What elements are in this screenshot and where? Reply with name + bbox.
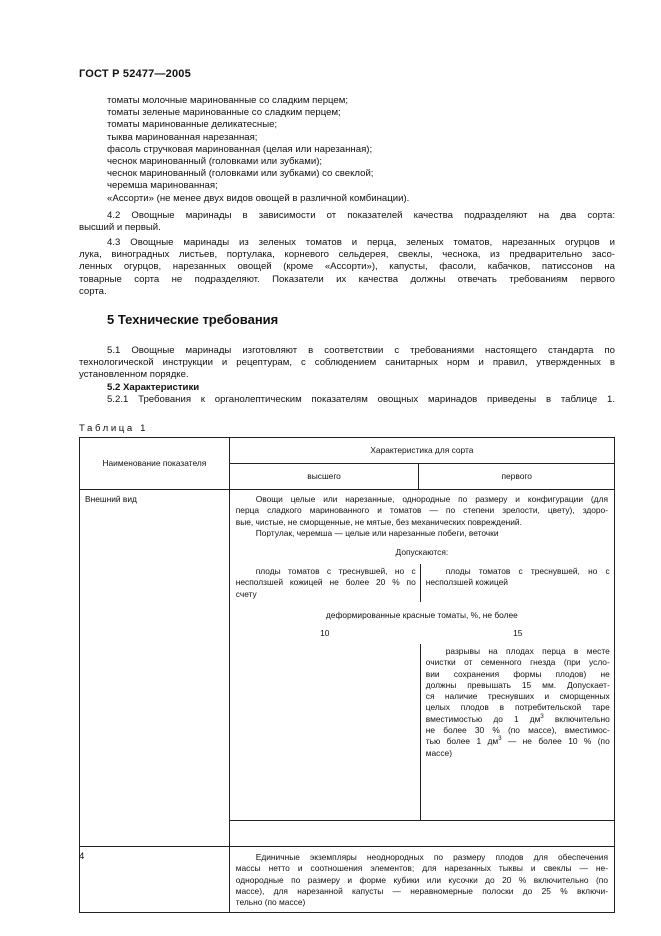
list-item: томаты молочные маринованные со сладким перцем; <box>107 95 349 106</box>
deformed-value-highest: 10 <box>320 628 330 638</box>
list-item: тыква маринованная нарезанная; <box>107 131 258 143</box>
deformed-tomatoes-label: деформированные красные томаты, %, не более <box>325 610 518 620</box>
subsection-5-2 <box>79 382 615 406</box>
paragraph-line: технологической инструкции и рецептурам, с соблюдением санитарных норм и правил, утвержденных в <box>79 357 615 369</box>
subsection-title: 5.2 Характеристики <box>107 382 200 393</box>
page-number: 4 <box>79 851 85 862</box>
paragraph-4-2 <box>79 210 615 234</box>
paragraph-line: лука, виноградных листьев, портулака, корневого сельдерея, свеклы, чеснока, из предварительно засо- <box>79 249 615 261</box>
list-item: чеснок маринованный (головками или зубками) со свеклой; <box>107 168 374 180</box>
appearance-general: Овощи целые или нарезанные, однородные по размеру и конфигурации (для перца сладкого маринованного и томатов — по степени зрелости, цвету), здоро- вые, чистые, не сморщенные, не мятые, без механических повреждений. Портулак, черемша — целые или нарезанные побеги, веточки <box>235 494 608 538</box>
paragraph-line: 4.3 Овощные маринады из зеленых томатов и перца, зеленых томатов, нарезанных огурцов и <box>107 237 615 248</box>
paragraph-line: 4.2 Овощные маринады в зависимости от показателей качества подразделяют на два сорта: <box>107 210 615 221</box>
empty-cell <box>80 847 230 913</box>
list-item: томаты зеленые маринованные со сладким перцем; <box>107 107 341 119</box>
paragraph-4-3 <box>79 237 615 298</box>
list-item: черемша маринованная; <box>107 180 218 192</box>
cracked-tomatoes-first: плоды томатов с треснувшей, но с несползшей кожицей <box>425 566 610 588</box>
paragraph-line: сорта. <box>79 285 107 297</box>
paragraph-line: высший и первый. <box>79 222 161 234</box>
list-item: «Ассорти» (не менее двух видов овощей в различной комбинации). <box>107 192 410 204</box>
paragraph-line: 5.1 Овощные маринады изготовляют в соответствии с требованиями настоящего стандарта по <box>107 345 615 356</box>
organoleptic-table <box>79 437 615 913</box>
column-divider <box>420 644 421 820</box>
list-item: томаты маринованные деликатесные; <box>107 119 278 131</box>
column-divider <box>420 564 421 602</box>
deformed-value-first: 15 <box>513 628 523 638</box>
col-header-grade: Характеристика для сорта <box>229 438 614 464</box>
allowed-label: Допускаются: <box>395 547 449 557</box>
variety-list <box>79 95 615 205</box>
pepper-tears-first: разрывы на плодах перца в месте очистки от семенного гнезда (при усло- вии сохранения формы плодов) не должны превышать 15 мм. Допускает- ся наличие треснувших и сморщенных целых плодов в потребительской таре вместимостью до 1 $дм^3$ включительно не более 30 % (по массе), вместимос- тью более 1 $дм^3$ — не более 10 % (по массе) <box>425 646 610 758</box>
col-header-first: первого <box>419 464 615 490</box>
table-caption: Таблица 1 <box>79 423 149 434</box>
list-item: чеснок маринованный (головками или зубками); <box>107 156 323 168</box>
section-title: 5 Технические требования <box>107 312 279 327</box>
list-item: фасоль стручковая маринованная (целая или нарезанная); <box>107 143 373 155</box>
appearance-description <box>229 490 614 847</box>
document-header: ГОСТ Р 52477—2005 <box>79 68 191 80</box>
row-label-appearance: Внешний вид <box>80 490 230 847</box>
col-header-highest: высшего <box>229 464 419 490</box>
paragraph-5-2-1: 5.2.1 Требования к органолептическим показателям овощных маринадов приведены в таблице 1. <box>107 394 615 406</box>
paragraph-line: ленных огурцов, нарезанных овощей (кроме «Ассорти»), капусты, фасоли, кабачков, патиссонов на <box>79 261 615 273</box>
nonuniform-specimens: Единичные экземпляры неоднородных по размеру плодов для обеспечения массы нетто и соотношения элементов; для нарезанных тыквы и свеклы — не- однородные по размеру и форме кубики или кусочки до 20 % включительно (по массе), для нарезанной капусты — неравномерные полоски до 25 % включи- тельно (по массе) <box>229 847 614 913</box>
paragraph-line: установленном порядке. <box>79 369 189 381</box>
paragraph-5-1 <box>79 345 615 382</box>
paragraph-line: товарные сорта не подразделяют. Показатели их качества должны отвечать требованиям первого <box>79 273 615 285</box>
row-divider <box>230 820 614 821</box>
cracked-tomatoes-highest: плоды томатов с треснувшей, но с несползшей кожицей не более 20 % по счету <box>235 566 416 599</box>
col-header-indicator: Наименование показателя <box>80 438 230 490</box>
